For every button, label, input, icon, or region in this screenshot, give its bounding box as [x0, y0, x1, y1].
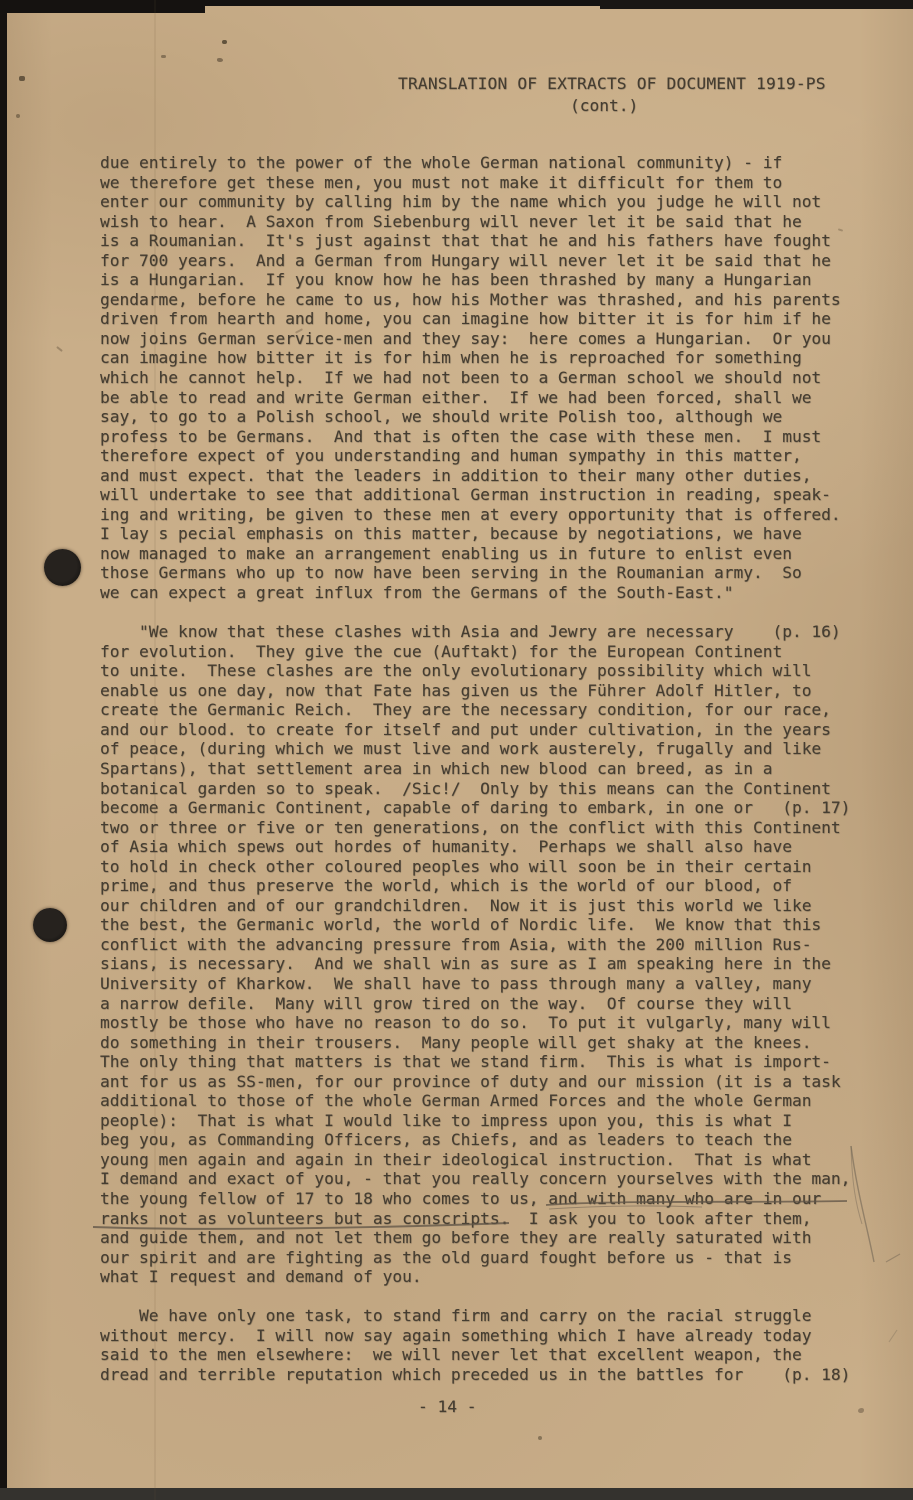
- text-line: ant for us as SS-men, for our province of duty and our mission (it is a task: [100, 1071, 841, 1091]
- text-line: profess to be Germans. And that is often the case with these men. I must: [100, 426, 822, 446]
- text-line: dread and terrible reputation which preceded us in the battles for (p. 18): [100, 1364, 851, 1384]
- text-line: ing and writing, be given to these men at every opportunity that is offered.: [100, 504, 841, 524]
- text-line: do something in their trousers. Many people will get shaky at the knees.: [100, 1032, 812, 1052]
- text-line: to hold in check other coloured peoples who will soon be in their certain: [100, 856, 812, 876]
- text-line: become a Germanic Continent, capable of daring to embark, in one or (p. 17): [100, 798, 851, 818]
- paper-speck: [222, 40, 227, 44]
- document-body: [100, 153, 850, 1384]
- text-line: is a Hungarian. If you know how he has been thrashed by many a Hungarian: [100, 270, 812, 290]
- text-line: I demand and exact of you, - that you really concern yourselves with the man,: [100, 1169, 851, 1189]
- text-line: enable us one day, now that Fate has given us the Führer Adolf Hitler, to: [100, 680, 812, 700]
- text-line: enter our community by calling him by the name which you judge he will not: [100, 192, 822, 212]
- text-line: young men again and again in their ideological instruction. That is what: [100, 1149, 812, 1169]
- page-number: - 14 -: [418, 1397, 477, 1416]
- page-subtitle: (cont.): [570, 96, 639, 115]
- paragraph: [100, 622, 850, 1287]
- paper-speck: [19, 76, 25, 81]
- paragraph: [100, 153, 850, 603]
- paper-speck: [161, 55, 166, 58]
- text-line: botanical garden so to speak. /Sic!/ Only by this means can the Continent: [100, 778, 831, 798]
- text-line: is a Roumanian. It's just against that that he and his fathers have fought: [100, 231, 831, 251]
- text-line: people): That is what I would like to impress upon you, this is what I: [100, 1110, 792, 1130]
- text-line: those Germans who up to now have been serving in the Roumanian army. So: [100, 563, 802, 583]
- text-line: we can expect a great influx from the Germans of the South-East.": [100, 583, 734, 603]
- paper-speck: [538, 1436, 542, 1440]
- text-line: we therefore get these men, you must not make it difficult for them to: [100, 172, 783, 192]
- paragraph: [100, 1306, 850, 1384]
- text-line: now managed to make an arrangement enabling us in future to enlist even: [100, 543, 792, 563]
- text-line: I lay s pecial emphasis on this matter, because by negotiations, we have: [100, 524, 802, 544]
- text-line: and our blood. to create for itself and put under cultivation, in the years: [100, 719, 831, 739]
- text-line: driven from hearth and home, you can imagine how bitter it is for him if he: [100, 309, 831, 329]
- text-line: wish to hear. A Saxon from Siebenburg will never let it be said that he: [100, 211, 802, 231]
- text-line: gendarme, before he came to us, how his Mother was thrashed, and his parents: [100, 289, 841, 309]
- text-line: sians, is necessary. And we shall win as sure as I am speaking here in the: [100, 954, 831, 974]
- scan-edge-top-left: [0, 0, 205, 13]
- text-line: two or three or five or ten generations, on the conflict with this Continent: [100, 817, 841, 837]
- text-line: say, to go to a Polish school, we should write Polish too, although we: [100, 407, 783, 427]
- text-line: without mercy. I will now say again something which I have already today: [100, 1325, 812, 1345]
- text-line: The only thing that matters is that we stand firm. This is what is import-: [100, 1052, 831, 1072]
- text-line: beg you, as Commanding Officers, as Chiefs, and as leaders to teach the: [100, 1130, 792, 1150]
- paper-speck: [16, 114, 20, 118]
- text-line: create the Germanic Reich. They are the necessary condition, for our race,: [100, 700, 831, 720]
- text-line: prime, and thus preserve the world, which is the world of our blood, of: [100, 876, 792, 896]
- paper-speck: [217, 58, 223, 62]
- punch-hole: [44, 549, 81, 586]
- text-line: our spirit and are fighting as the old guard fought before us - that is: [100, 1247, 792, 1267]
- punch-hole: [33, 908, 67, 942]
- text-line: due entirely to the power of the whole German national community) - if: [100, 153, 783, 172]
- scan-edge-top-right: [600, 0, 913, 9]
- text-line: of peace, (during which we must live and work austerely, frugally and like: [100, 739, 822, 759]
- text-line: conflict with the advancing pressure from Asia, with the 200 million Rus-: [100, 934, 812, 954]
- text-line: "We know that these clashes with Asia and Jewry are necessary (p. 16): [100, 622, 841, 642]
- text-line: and guide them, and not let them go before they are really saturated with: [100, 1228, 812, 1248]
- text-line: University of Kharkow. We shall have to pass through many a valley, many: [100, 973, 812, 993]
- text-line: which he cannot help. If we had not been to a German school we should not: [100, 368, 822, 388]
- text-line: now joins German service-men and they say: here comes a Hungarian. Or you: [100, 328, 831, 348]
- text-line: our children and of our grandchildren. Now it is just this world we like: [100, 895, 812, 915]
- text-line: ranks not as volunteers but as conscripts. I ask you to look after them,: [100, 1208, 812, 1228]
- text-line: mostly be those who have no reason to do so. To put it vulgarly, many will: [100, 1013, 831, 1033]
- text-line: said to the men elsewhere: we will never let that excellent weapon, the: [100, 1345, 802, 1365]
- text-line: a narrow defile. Many will grow tired on the way. Of course they will: [100, 993, 792, 1013]
- text-line: the best, the Germanic world, the world of Nordic life. We know that this: [100, 915, 822, 935]
- text-line: for 700 years. And a German from Hungary will never let it be said that he: [100, 250, 831, 270]
- text-line: be able to read and write German either. If we had been forced, shall we: [100, 387, 812, 407]
- text-line: will undertake to see that additional German instruction in reading, speak-: [100, 485, 831, 505]
- text-line: can imagine how bitter it is for him when he is reproached for something: [100, 348, 802, 368]
- text-line: therefore expect of you understanding and human sympathy in this matter,: [100, 446, 802, 466]
- text-line: additional to those of the whole German Armed Forces and the whole German: [100, 1091, 812, 1111]
- text-line: what I request and demand of you.: [100, 1267, 422, 1287]
- text-line: We have only one task, to stand firm and carry on the racial struggle: [100, 1306, 812, 1326]
- page-title: TRANSLATION OF EXTRACTS OF DOCUMENT 1919-PS: [398, 74, 826, 93]
- text-line: for evolution. They give the cue (Auftakt) for the European Continent: [100, 641, 783, 661]
- scan-edge-bottom: [0, 1488, 913, 1500]
- text-line: the young fellow of 17 to 18 who comes to us, and with many who are in our: [100, 1188, 822, 1208]
- text-line: to unite. These clashes are the only evolutionary possibility which will: [100, 661, 812, 681]
- text-line: Spartans), that settlement area in which new blood can breed, as in a: [100, 758, 773, 778]
- text-line: and must expect. that the leaders in addition to their many other duties,: [100, 465, 812, 485]
- text-line: of Asia which spews out hordes of humanity. Perhaps we shall also have: [100, 837, 792, 857]
